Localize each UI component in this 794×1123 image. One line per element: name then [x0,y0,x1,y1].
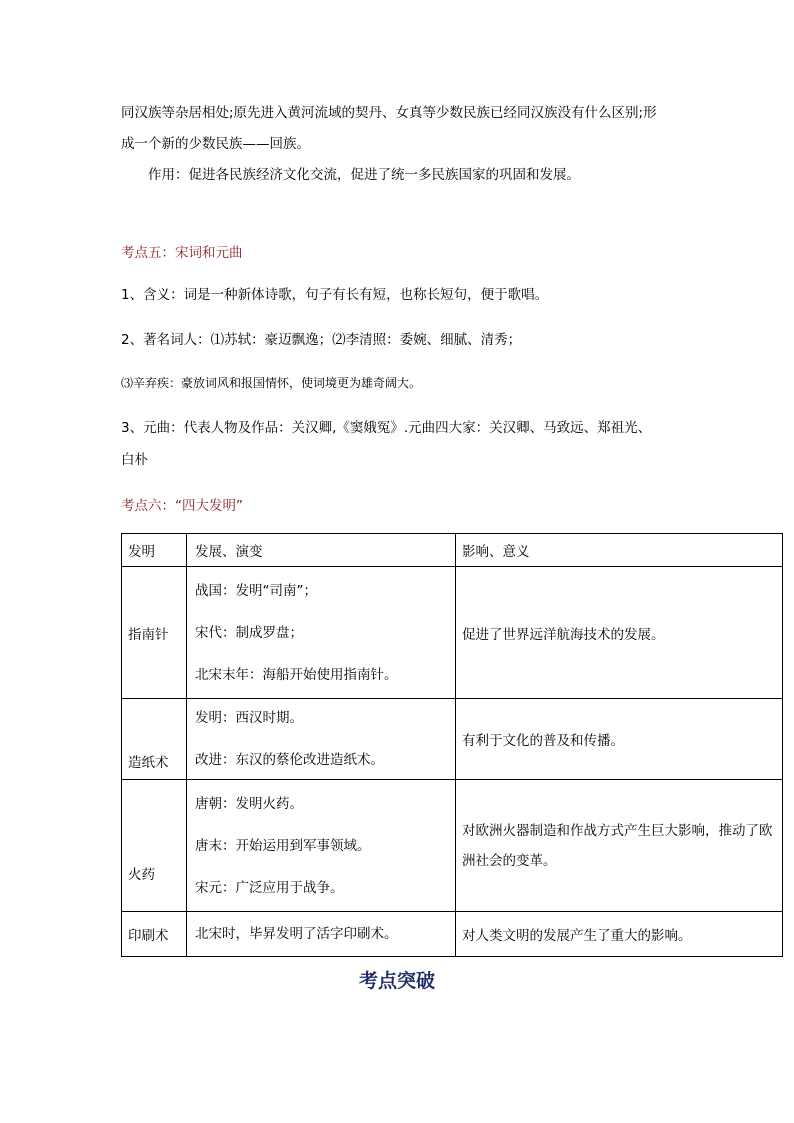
section6-heading: 考点六：“四大发明” [121,498,243,514]
table-row [122,780,783,912]
section5-item1: 1、含义：词是一种新体诗歌，句子有长有短，也称长短句，便于歌唱。 [121,287,549,303]
header-development: 发展、演变 [187,534,456,567]
cell-impact: 促进了世界远洋航海技术的发展。 [456,567,783,699]
development-line: 北宋时，毕昇发明了活字印刷术。 [195,926,398,942]
development-line: 改进：东汉的蔡伦改进造纸术。 [195,752,384,768]
cell-development [187,912,456,957]
cell-invention: 印刷术 [122,912,187,957]
table-header-row [122,534,783,567]
table-row [122,699,783,780]
cell-impact: 对人类文明的发展产生了重大的影响。 [456,912,783,957]
development-line: 北宋末年：海船开始使用指南针。 [195,666,398,683]
cell-invention: 造纸术 [122,699,187,780]
section-title-kaodian-tupo: 考点突破 [358,970,435,992]
cell-development [187,699,456,780]
cell-invention: 指南针 [122,567,187,699]
cell-impact: 对欧洲火器制造和作战方式产生巨大影响，推动了欧洲社会的变革。 [456,780,783,912]
cell-development [187,780,456,912]
table-row [122,912,783,957]
cell-development [187,567,456,699]
header-invention: 发明 [122,534,187,567]
development-line: 唐末：开始运用到军事领域。 [195,837,371,854]
section5-heading: 考点五：宋词和元曲 [121,245,243,261]
development-line: 宋代：制成罗盘； [195,624,303,641]
header-impact: 影响、意义 [456,534,783,567]
inventions-table [121,533,783,957]
section5-item3-line1: 3、元曲：代表人物及作品：关汉卿,《窦娥冤》.元曲四大家：关汉卿、马致远、郑祖光、 [121,420,652,436]
development-line: 唐朝：发明火药。 [195,795,303,812]
section5-item3-line2: 白朴 [121,452,148,468]
intro-line-2: 成一个新的少数民族——回族。 [121,136,310,152]
intro-line-1: 同汉族等杂居相处;原先进入黄河流域的契丹、女真等少数民族已经同汉族没有什么区别;形 [121,105,657,121]
development-line: 战国：发明“司南”； [195,582,317,599]
development-line: 宋元：广泛应用于战争。 [195,879,344,896]
intro-effect: 作用：促进各民族经济文化交流，促进了统一多民族国家的巩固和发展。 [148,167,580,183]
development-line: 发明：西汉时期。 [195,710,303,726]
cell-invention: 火药 [122,780,187,912]
cell-impact: 有利于文化的普及和传播。 [456,699,783,780]
section5-item2b: ⑶辛弃疾：豪放词风和报国情怀，使词境更为雄奇阔大。 [121,376,422,390]
section5-item2: 2、著名词人：⑴苏轼：豪迈飘逸；⑵李清照：委婉、细腻、清秀； [121,332,522,348]
table-row [122,567,783,699]
